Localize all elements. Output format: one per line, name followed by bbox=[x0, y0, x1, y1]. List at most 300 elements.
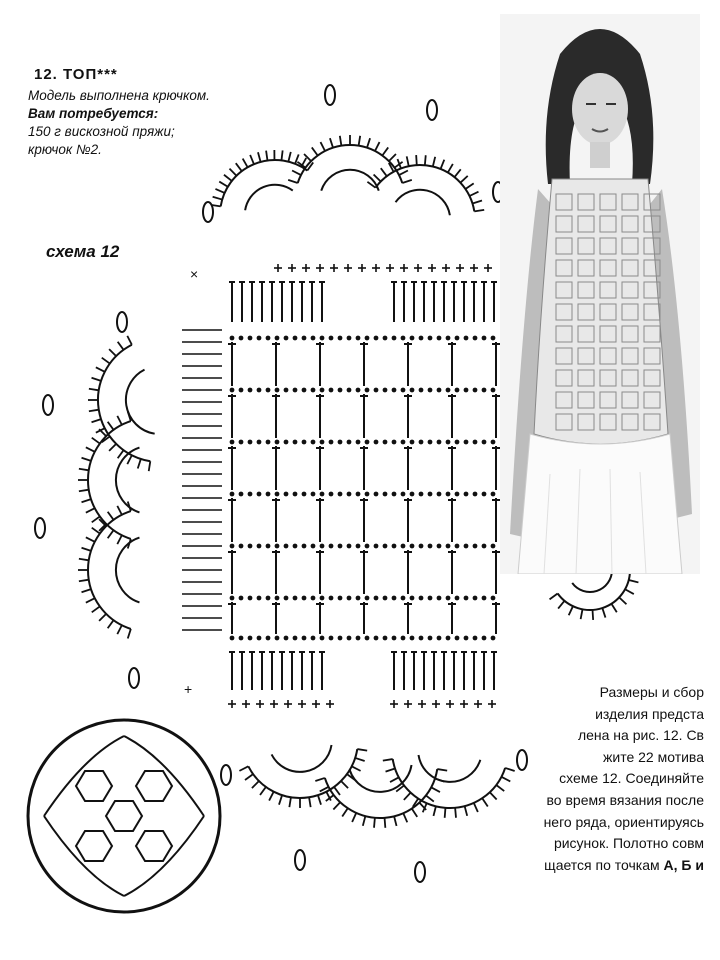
fan-stitch bbox=[330, 138, 333, 148]
chain-stitch bbox=[491, 636, 496, 641]
fan-stitch bbox=[82, 548, 92, 551]
chain-stitch bbox=[248, 336, 253, 341]
fan-stitch bbox=[213, 197, 223, 200]
chain-stitch bbox=[230, 336, 235, 341]
fan-stitch bbox=[383, 759, 393, 761]
fan-inner-arc bbox=[245, 185, 293, 211]
chain-stitch bbox=[437, 636, 442, 641]
chain-stitch bbox=[437, 336, 442, 341]
chain-stitch bbox=[419, 440, 424, 445]
chain-stitch bbox=[329, 388, 334, 393]
chain-stitch bbox=[446, 492, 451, 497]
fan-stitch bbox=[433, 806, 435, 816]
chain-stitch bbox=[257, 492, 262, 497]
fan-stitch bbox=[474, 210, 484, 212]
instructions-text bbox=[468, 682, 704, 876]
fan-stitch bbox=[86, 598, 95, 603]
chain-stitch bbox=[491, 596, 496, 601]
chain-stitch bbox=[329, 596, 334, 601]
fan-stitch bbox=[138, 459, 141, 469]
chain-stitch bbox=[284, 388, 289, 393]
fan-stitch bbox=[79, 580, 89, 582]
fan-stitch bbox=[118, 342, 124, 350]
fan-stitch bbox=[127, 455, 132, 464]
fan-stitch bbox=[92, 419, 102, 422]
fan-stitch bbox=[352, 766, 361, 771]
chain-stitch bbox=[365, 492, 370, 497]
fan-stitch bbox=[149, 461, 151, 471]
text-line-3: лена на рис. 12. Св bbox=[577, 727, 704, 744]
fan-stitch bbox=[239, 766, 248, 771]
fan-stitch bbox=[288, 180, 298, 183]
chain-stitch bbox=[320, 596, 325, 601]
chain-stitch bbox=[320, 636, 325, 641]
chain-stitch bbox=[248, 596, 253, 601]
join-points: А, Б и bbox=[663, 856, 704, 873]
chain-stitch bbox=[410, 544, 415, 549]
fan-stitch bbox=[412, 809, 417, 817]
chain-stitch bbox=[257, 636, 262, 641]
picot bbox=[129, 668, 139, 688]
chain-stitch bbox=[455, 492, 460, 497]
fan-stitch bbox=[92, 528, 100, 534]
text-line-1: Размеры и сбор bbox=[599, 684, 704, 700]
chain-stitch bbox=[329, 336, 334, 341]
fan-stitch bbox=[289, 797, 291, 807]
fan-stitch bbox=[79, 469, 89, 471]
chain-stitch bbox=[239, 636, 244, 641]
fan-stitch bbox=[79, 490, 89, 492]
chain-stitch bbox=[464, 388, 469, 393]
fan-stitch bbox=[374, 174, 381, 181]
fan-stitch bbox=[245, 774, 253, 780]
chain-stitch bbox=[437, 388, 442, 393]
fan-stitch bbox=[109, 444, 116, 451]
fan-stitch bbox=[472, 201, 482, 204]
fan-stitch bbox=[619, 597, 626, 604]
chain-stitch bbox=[473, 440, 478, 445]
chain-stitch bbox=[356, 544, 361, 549]
chain-stitch bbox=[329, 440, 334, 445]
fan-stitch bbox=[367, 138, 370, 148]
chain-stitch bbox=[248, 492, 253, 497]
chain-stitch bbox=[302, 544, 307, 549]
picot bbox=[325, 85, 335, 105]
picot bbox=[35, 518, 45, 538]
chain-stitch bbox=[437, 492, 442, 497]
chain-stitch bbox=[473, 596, 478, 601]
chain-stitch bbox=[392, 544, 397, 549]
chain-stitch bbox=[248, 388, 253, 393]
fan-stitch bbox=[381, 168, 387, 176]
fan-stitch bbox=[333, 802, 340, 809]
chain-stitch bbox=[473, 492, 478, 497]
chain-stitch bbox=[257, 388, 262, 393]
chain-stitch bbox=[401, 492, 406, 497]
fan-stitch bbox=[117, 416, 122, 425]
fan-stitch bbox=[399, 170, 408, 175]
chain-stitch bbox=[275, 492, 280, 497]
chain-stitch bbox=[401, 388, 406, 393]
chain-stitch bbox=[392, 636, 397, 641]
chart-grid bbox=[182, 264, 500, 708]
scheme-label: схема 12 bbox=[46, 242, 120, 261]
chain-stitch bbox=[365, 636, 370, 641]
chain-stitch bbox=[410, 440, 415, 445]
fan-arc bbox=[248, 749, 357, 798]
chain-stitch bbox=[347, 596, 352, 601]
fan-stitch bbox=[611, 604, 616, 612]
chain-stitch bbox=[455, 544, 460, 549]
fan-inner-arc bbox=[272, 745, 332, 772]
picot bbox=[415, 862, 425, 882]
fan-stitch bbox=[465, 806, 468, 816]
fan-stitch bbox=[102, 358, 110, 364]
fan-arc bbox=[558, 570, 630, 610]
chain-stitch bbox=[320, 336, 325, 341]
chain-stitch bbox=[464, 596, 469, 601]
picot bbox=[295, 850, 305, 870]
fan-stitch bbox=[359, 136, 361, 146]
chain-stitch bbox=[329, 636, 334, 641]
chain-stitch bbox=[230, 492, 235, 497]
chain-stitch bbox=[356, 336, 361, 341]
fan-stitch bbox=[465, 183, 473, 189]
chain-stitch bbox=[473, 544, 478, 549]
chain-stitch bbox=[347, 440, 352, 445]
chain-stitch bbox=[248, 636, 253, 641]
chain-stitch bbox=[239, 544, 244, 549]
fan-stitch bbox=[117, 625, 122, 634]
chain-stitch bbox=[383, 636, 388, 641]
pattern-title: 12. ТОП*** bbox=[34, 66, 118, 83]
chain-stitch bbox=[257, 596, 262, 601]
fan-stitch bbox=[288, 152, 290, 162]
fan-stitch bbox=[250, 155, 254, 164]
chain-stitch bbox=[428, 440, 433, 445]
chain-stitch bbox=[338, 596, 343, 601]
fan-stitch bbox=[431, 787, 440, 792]
fan-stitch bbox=[318, 795, 321, 805]
chain-stitch bbox=[455, 388, 460, 393]
chain-stitch bbox=[293, 388, 298, 393]
chain-stitch bbox=[356, 440, 361, 445]
model-photo bbox=[500, 14, 700, 574]
chain-stitch bbox=[275, 636, 280, 641]
chain-stitch bbox=[230, 636, 235, 641]
chain-stitch bbox=[374, 596, 379, 601]
chain-stitch bbox=[365, 544, 370, 549]
fan-inner-arc bbox=[396, 190, 450, 216]
chain-stitch bbox=[392, 388, 397, 393]
fan-stitch bbox=[92, 438, 100, 444]
chain-stitch bbox=[338, 636, 343, 641]
chain-stitch bbox=[347, 492, 352, 497]
chain-stitch bbox=[437, 544, 442, 549]
fan-stitch bbox=[416, 155, 417, 165]
chain-stitch bbox=[428, 596, 433, 601]
fan-inner-arc bbox=[126, 370, 155, 434]
chain-stitch bbox=[311, 544, 316, 549]
chain-stitch bbox=[446, 388, 451, 393]
chain-stitch bbox=[455, 596, 460, 601]
chain-stitch bbox=[293, 544, 298, 549]
chain-stitch bbox=[302, 336, 307, 341]
chain-stitch bbox=[302, 388, 307, 393]
fan-stitch bbox=[374, 818, 375, 828]
chain-stitch bbox=[257, 544, 262, 549]
fan-stitch bbox=[602, 608, 605, 618]
chain-stitch bbox=[401, 440, 406, 445]
chain-stitch bbox=[491, 388, 496, 393]
chain-stitch bbox=[356, 596, 361, 601]
chain-stitch bbox=[383, 544, 388, 549]
fan-stitch bbox=[127, 336, 132, 345]
chain-stitch bbox=[473, 336, 478, 341]
chain-stitch bbox=[365, 440, 370, 445]
fan-stitch bbox=[394, 816, 396, 826]
fan-arc bbox=[221, 160, 308, 206]
chain-stitch bbox=[401, 544, 406, 549]
chain-stitch bbox=[293, 492, 298, 497]
fan-stitch bbox=[258, 152, 261, 162]
chain-stitch bbox=[302, 596, 307, 601]
fan-stitch bbox=[426, 795, 434, 801]
chain-stitch bbox=[473, 388, 478, 393]
fan-stitch bbox=[92, 378, 102, 381]
chain-stitch bbox=[284, 440, 289, 445]
chain-stitch bbox=[464, 336, 469, 341]
fan-stitch bbox=[99, 614, 106, 621]
fan-arc bbox=[325, 769, 437, 818]
fan-stitch bbox=[86, 537, 95, 542]
chain-stitch bbox=[257, 336, 262, 341]
chain-stitch bbox=[374, 492, 379, 497]
chain-stitch bbox=[428, 336, 433, 341]
text-line-7: него ряда, ориентируясь bbox=[543, 813, 704, 830]
chain-stitch bbox=[374, 544, 379, 549]
chain-stitch bbox=[266, 636, 271, 641]
materials-hook: крючок №2. bbox=[28, 142, 102, 157]
chain-stitch bbox=[464, 544, 469, 549]
fan-stitch bbox=[86, 447, 95, 452]
chain-stitch bbox=[482, 596, 487, 601]
chain-stitch bbox=[419, 636, 424, 641]
chain-stitch bbox=[491, 440, 496, 445]
materials-heading: Вам потребуется: bbox=[28, 106, 159, 121]
chain-stitch bbox=[284, 544, 289, 549]
fan-stitch bbox=[469, 192, 478, 196]
chain-stitch bbox=[491, 336, 496, 341]
fan-stitch bbox=[292, 170, 301, 175]
materials-yarn: 150 г вискозной пряжи; bbox=[28, 124, 175, 139]
chain-stitch bbox=[338, 492, 343, 497]
fan-stitch bbox=[389, 154, 396, 161]
chain-stitch bbox=[383, 336, 388, 341]
fan-stitch bbox=[312, 147, 318, 155]
chain-stitch bbox=[230, 544, 235, 549]
fan-arc bbox=[98, 345, 150, 461]
fan-stitch bbox=[341, 781, 348, 788]
fan-stitch bbox=[320, 142, 325, 151]
fan-stitch bbox=[108, 422, 114, 430]
fan-stitch bbox=[385, 818, 386, 828]
chain-stitch bbox=[302, 492, 307, 497]
chain-stitch bbox=[356, 636, 361, 641]
fan-stitch bbox=[355, 758, 365, 761]
chain-stitch bbox=[473, 636, 478, 641]
chain-stitch bbox=[446, 636, 451, 641]
chain-stitch bbox=[356, 388, 361, 393]
fan-stitch bbox=[266, 151, 267, 161]
fan-stitch bbox=[108, 512, 114, 520]
chain-stitch bbox=[419, 388, 424, 393]
fan-stitch bbox=[243, 159, 248, 168]
fan-stitch bbox=[315, 778, 325, 781]
fan-stitch bbox=[357, 749, 367, 751]
chain-stitch bbox=[338, 336, 343, 341]
text-line-5: схеме 12. Соединяйте bbox=[559, 770, 704, 787]
chain-stitch bbox=[401, 636, 406, 641]
chain-stitch bbox=[311, 440, 316, 445]
chain-stitch bbox=[401, 336, 406, 341]
chain-stitch bbox=[401, 596, 406, 601]
chain-stitch bbox=[338, 388, 343, 393]
chain-stitch bbox=[248, 544, 253, 549]
chain-stitch bbox=[428, 388, 433, 393]
chain-stitch bbox=[446, 596, 451, 601]
fan-stitch bbox=[352, 813, 356, 822]
chain-stitch bbox=[311, 636, 316, 641]
fan-stitch bbox=[334, 787, 340, 795]
fan-stitch bbox=[403, 813, 407, 822]
chain-stitch bbox=[284, 596, 289, 601]
chain-stitch bbox=[464, 492, 469, 497]
chain-stitch bbox=[311, 492, 316, 497]
chain-stitch bbox=[410, 596, 415, 601]
chain-stitch bbox=[275, 544, 280, 549]
chain-stitch bbox=[446, 544, 451, 549]
chain-stitch bbox=[365, 336, 370, 341]
chain-stitch bbox=[437, 440, 442, 445]
text-line-8: рисунок. Полотно совм bbox=[553, 835, 704, 852]
chain-stitch bbox=[419, 492, 424, 497]
chain-stitch bbox=[293, 636, 298, 641]
chain-stitch bbox=[428, 492, 433, 497]
fan-stitch bbox=[89, 410, 99, 412]
fan-stitch bbox=[445, 808, 446, 818]
chain-stitch bbox=[239, 440, 244, 445]
fan-stitch bbox=[309, 797, 311, 807]
chain-stitch bbox=[383, 388, 388, 393]
chain-stitch bbox=[392, 492, 397, 497]
text-line-9-main: щается по точкам bbox=[544, 856, 660, 873]
chain-stitch bbox=[266, 336, 271, 341]
chain-stitch bbox=[455, 636, 460, 641]
fan-stitch bbox=[79, 559, 89, 561]
fan-stitch bbox=[437, 769, 447, 771]
chain-stitch bbox=[446, 440, 451, 445]
fan-stitch bbox=[390, 777, 399, 782]
fan-stitch bbox=[386, 768, 395, 771]
fan-stitch bbox=[118, 450, 124, 458]
chain-stitch bbox=[419, 544, 424, 549]
fan-stitch bbox=[86, 508, 95, 513]
chain-stitch bbox=[383, 596, 388, 601]
chain-stitch bbox=[383, 440, 388, 445]
fan-stitch bbox=[92, 606, 100, 612]
text-line-2: изделия предста bbox=[595, 705, 704, 722]
fan-stitch bbox=[279, 795, 282, 805]
chain-stitch bbox=[266, 388, 271, 393]
fan-stitch bbox=[89, 389, 99, 391]
chain-stitch bbox=[248, 440, 253, 445]
chain-stitch bbox=[293, 596, 298, 601]
chain-stitch bbox=[365, 388, 370, 393]
chain-stitch bbox=[383, 492, 388, 497]
text-line-4: жите 22 мотива bbox=[603, 748, 704, 765]
fan-stitch bbox=[252, 781, 259, 788]
fan-stitch bbox=[269, 792, 274, 801]
fan-stitch bbox=[108, 620, 114, 628]
chain-stitch bbox=[410, 636, 415, 641]
chain-stitch bbox=[275, 440, 280, 445]
chart-x-mark: × bbox=[190, 266, 199, 282]
fan-stitch bbox=[92, 516, 100, 522]
fan-stitch bbox=[441, 160, 445, 169]
chain-stitch bbox=[410, 336, 415, 341]
chain-stitch bbox=[302, 440, 307, 445]
fan-stitch bbox=[117, 535, 122, 544]
chain-stitch bbox=[491, 492, 496, 497]
chain-stitch bbox=[392, 596, 397, 601]
fan-stitch bbox=[117, 506, 122, 515]
fan-stitch bbox=[128, 629, 131, 639]
chain-stitch bbox=[410, 388, 415, 393]
chain-stitch bbox=[392, 336, 397, 341]
chain-stitch bbox=[482, 336, 487, 341]
chain-stitch bbox=[482, 388, 487, 393]
chain-stitch bbox=[446, 336, 451, 341]
chain-stitch bbox=[428, 636, 433, 641]
chain-stitch bbox=[347, 388, 352, 393]
fan-stitch bbox=[96, 367, 105, 372]
chain-stitch bbox=[419, 336, 424, 341]
chain-stitch bbox=[374, 388, 379, 393]
chain-stitch bbox=[338, 544, 343, 549]
picot bbox=[203, 202, 213, 222]
fan-stitch bbox=[281, 150, 282, 160]
chain-stitch bbox=[320, 492, 325, 497]
fan-stitch bbox=[625, 589, 634, 594]
chain-stitch bbox=[482, 636, 487, 641]
fan-stitch bbox=[82, 458, 92, 461]
text-line-6: во время вязания после bbox=[546, 791, 704, 808]
fan-stitch bbox=[342, 808, 348, 816]
chain-stitch bbox=[311, 388, 316, 393]
chain-stitch bbox=[347, 636, 352, 641]
chain-stitch bbox=[356, 492, 361, 497]
fan-stitch bbox=[433, 157, 435, 167]
chain-stitch bbox=[491, 544, 496, 549]
fan-stitch bbox=[550, 594, 558, 600]
chain-stitch bbox=[275, 388, 280, 393]
chain-stitch bbox=[437, 596, 442, 601]
fan-stitch bbox=[215, 189, 224, 193]
chain-stitch bbox=[455, 440, 460, 445]
chain-stitch bbox=[410, 492, 415, 497]
chain-stitch bbox=[293, 336, 298, 341]
